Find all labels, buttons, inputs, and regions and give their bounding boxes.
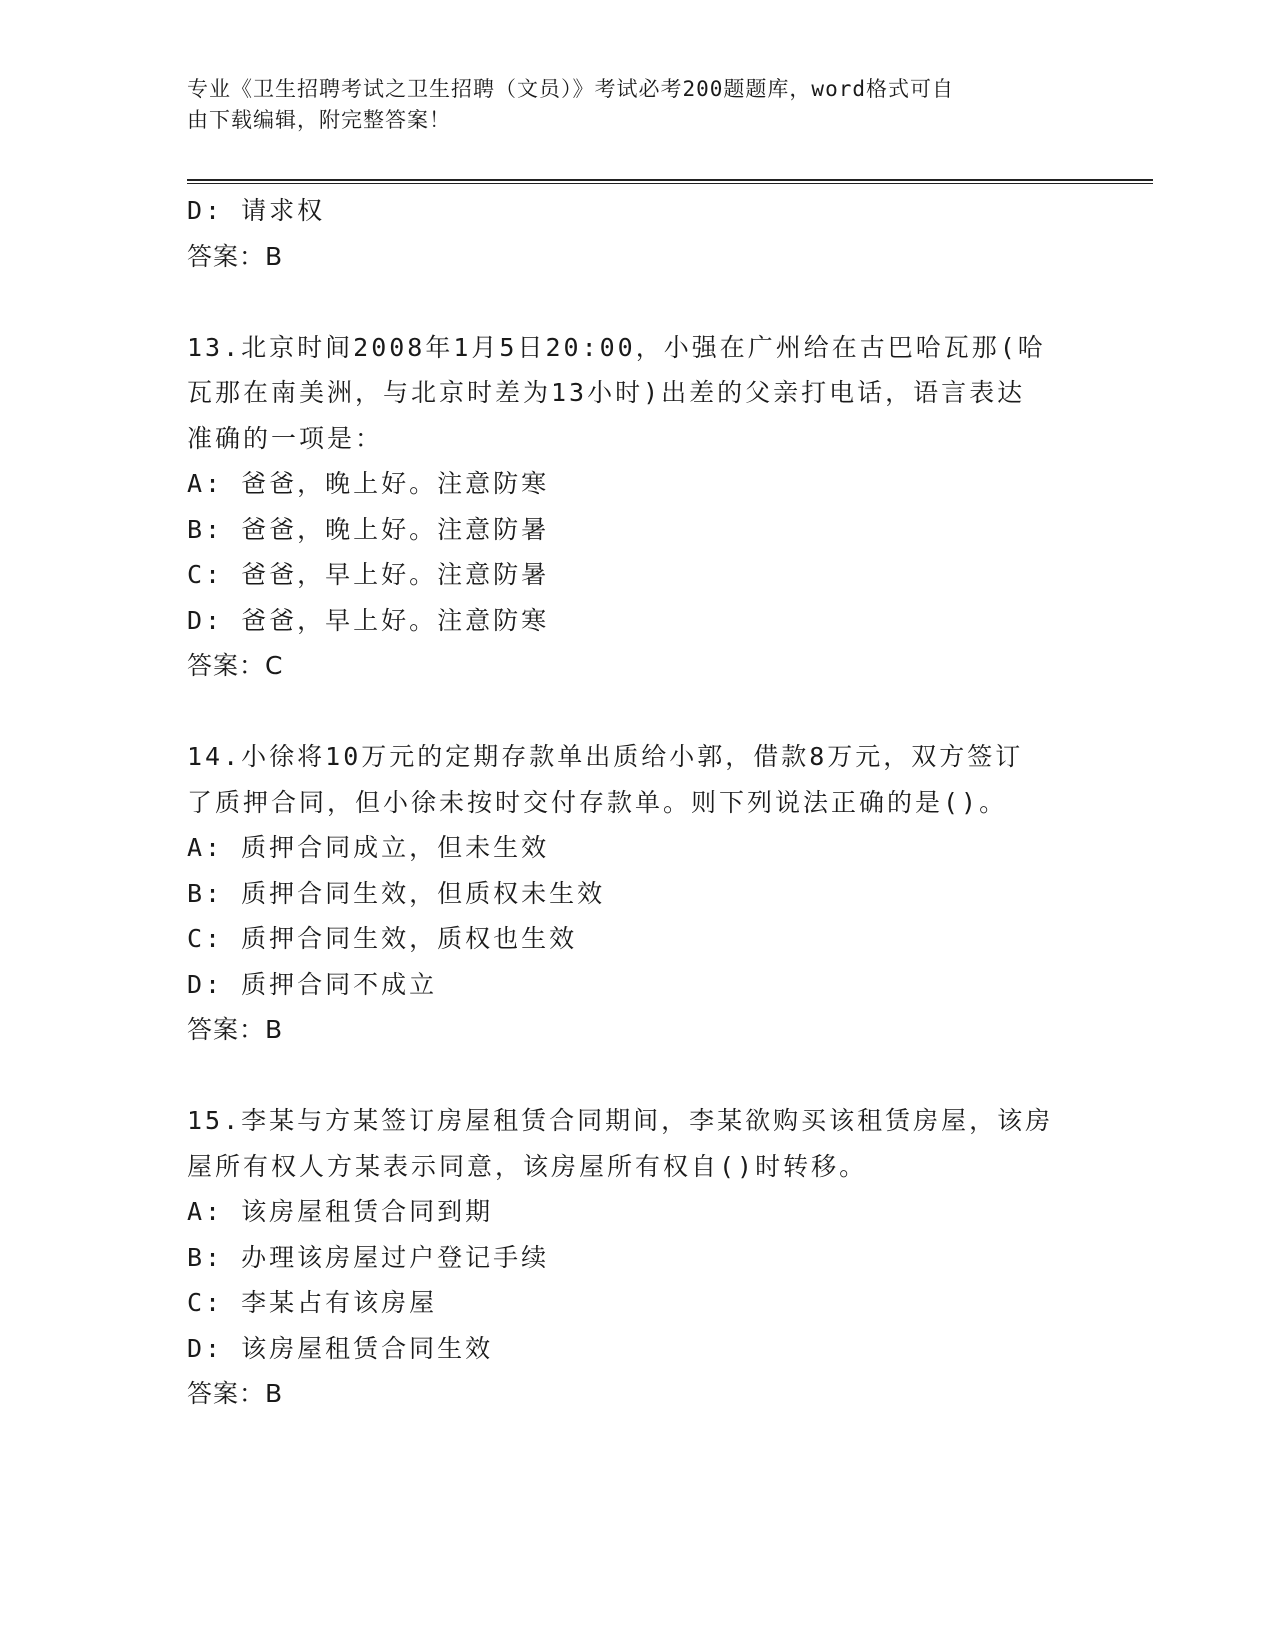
document-body	[187, 188, 1087, 1417]
option-b: B: 质押合同生效，但质权未生效	[187, 878, 606, 908]
question-text-line: 了质押合同，但小徐未按时交付存款单。则下列说法正确的是()。	[187, 787, 1008, 817]
question-text-line: 13.北京时间2008年1月5日20:00，小强在广州给在古巴哈瓦那(哈	[187, 332, 1046, 362]
option-a: A: 质押合同成立，但未生效	[187, 833, 550, 862]
question-13	[187, 325, 1087, 689]
question-text-line: 14.小徐将10万元的定期存款单出质给小郭，借款8万元，双方签订	[187, 742, 1024, 771]
spacer	[187, 1053, 1087, 1099]
option-d: D: 爸爸，早上好。注意防寒	[187, 605, 550, 635]
header-divider-thick	[187, 179, 1153, 181]
header-line-2: 由下载编辑，附完整答案！	[187, 108, 451, 132]
spacer	[187, 279, 1087, 325]
answer-line: 答案：C	[187, 651, 284, 680]
option-b: B: 爸爸，晚上好。注意防暑	[187, 514, 550, 544]
spacer	[187, 689, 1087, 735]
question-text-line: 屋所有权人方某表示同意，该房屋所有权自()时转移。	[187, 1151, 868, 1181]
question-15	[187, 1098, 1087, 1417]
option-b: B: 办理该房屋过户登记手续	[187, 1242, 550, 1272]
answer-line: 答案：B	[187, 1015, 284, 1044]
question-14	[187, 734, 1087, 1053]
header-line-1: 专业《卫生招聘考试之卫生招聘（文员）》考试必考200题题库，word格式可自	[187, 77, 954, 101]
answer-line: 答案：B	[187, 241, 284, 271]
option-d: D: 该房屋租赁合同生效	[187, 1333, 494, 1363]
question-text-line: 准确的一项是：	[187, 423, 384, 453]
previous-question-tail	[187, 188, 1087, 279]
option-a: A: 该房屋租赁合同到期	[187, 1197, 494, 1226]
page-header	[187, 74, 1087, 136]
question-text-line: 15.李某与方某签订房屋租赁合同期间，李某欲购买该租赁房屋，该房	[187, 1106, 1054, 1135]
option-d: D: 请求权	[187, 196, 326, 225]
option-c: C: 质押合同生效，质权也生效	[187, 924, 578, 953]
option-d: D: 质押合同不成立	[187, 969, 438, 999]
option-a: A: 爸爸，晚上好。注意防寒	[187, 469, 550, 498]
question-text-line: 瓦那在南美洲，与北京时差为13小时)出差的父亲打电话，语言表达	[187, 378, 1026, 407]
answer-line: 答案：B	[187, 1379, 284, 1408]
option-c: C: 爸爸，早上好。注意防暑	[187, 560, 550, 589]
option-c: C: 李某占有该房屋	[187, 1288, 438, 1317]
header-divider-thin	[187, 183, 1153, 184]
